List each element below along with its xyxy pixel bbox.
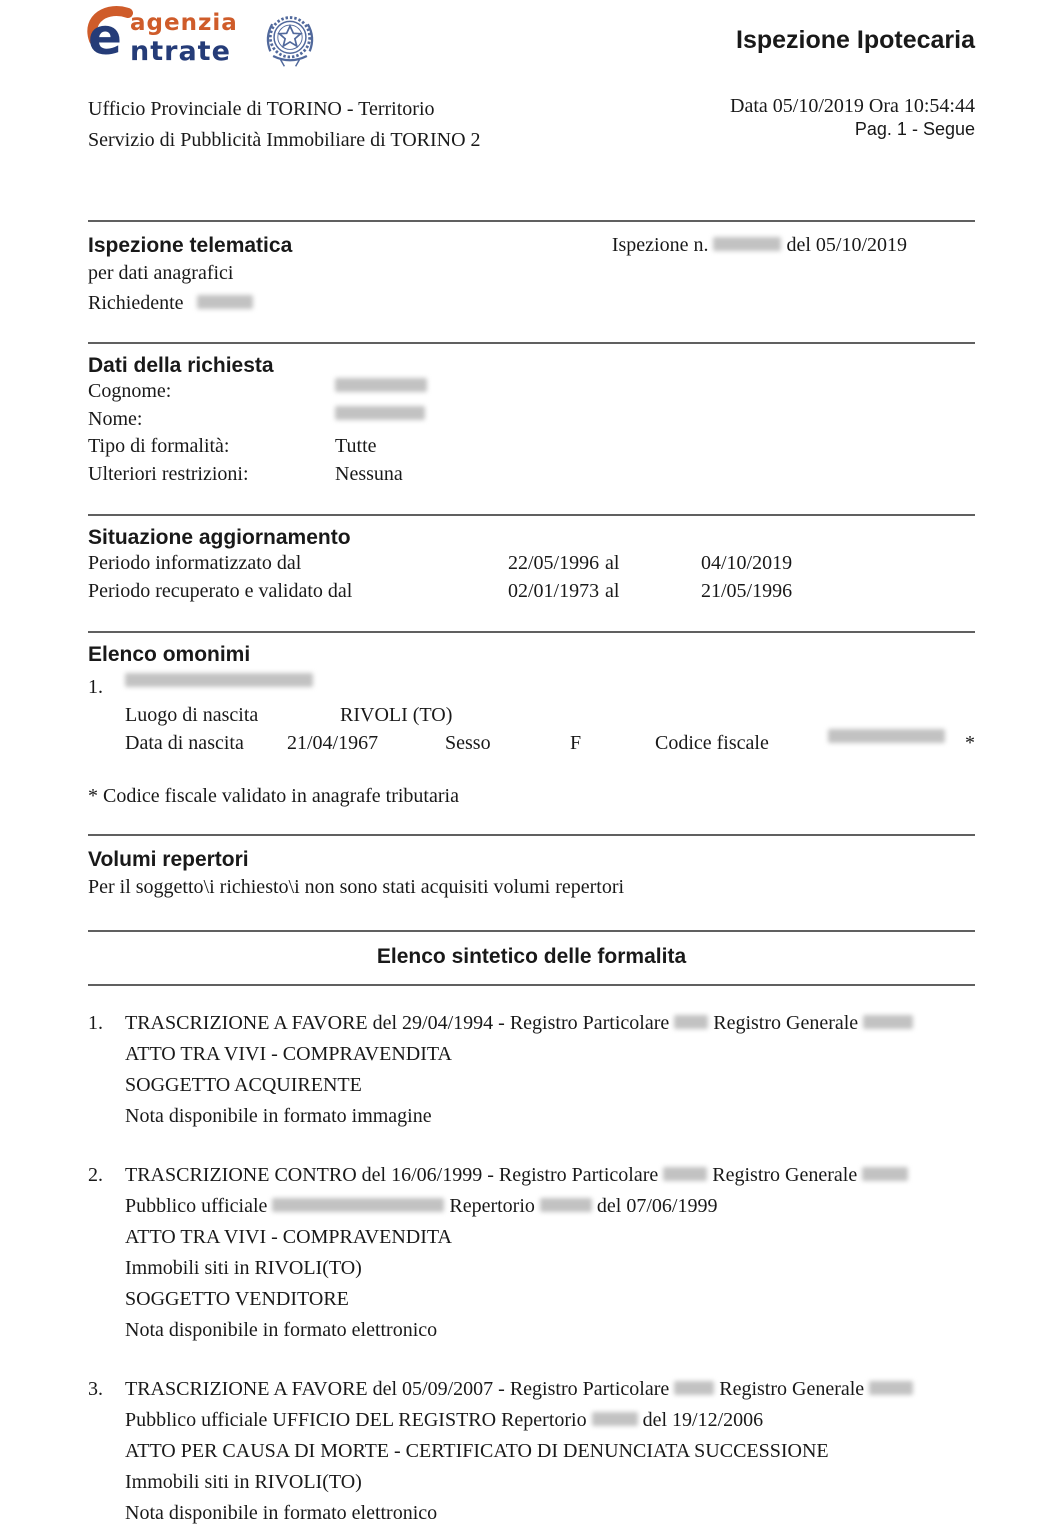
entry-number: 2. [88,1164,103,1186]
omonimo-index: 1. [88,676,103,698]
section-rule [88,514,975,516]
entry-text: TRASCRIZIONE CONTRO del 16/06/1999 - Registro Particolare [125,1164,664,1186]
formalita-entry [88,1374,975,1529]
entry-text: TRASCRIZIONE A FAVORE del 05/09/2007 - Registro Particolare [125,1378,675,1400]
entry-text: Registro Generale [714,1378,870,1400]
period-row [88,550,975,578]
section-rule [88,220,975,222]
field-label: Nome: [88,407,143,430]
entry-text: Immobili siti in RIVOLI(TO) [125,1471,362,1493]
redacted-richiedente [197,295,253,309]
redacted-value [869,1381,913,1395]
entry-line [125,1008,975,1039]
luogo-nascita-label: Luogo di nascita [125,704,259,726]
ispezione-subline: per dati anagrafici [88,262,234,284]
entry-line [125,1222,975,1253]
entry-line [125,1315,975,1346]
entry-text: Immobili siti in RIVOLI(TO) [125,1257,362,1279]
data-nascita-label: Data di nascita [125,732,244,754]
entry-text: Pubblico ufficiale UFFICIO DEL REGISTRO Repertorio [125,1409,592,1431]
section-heading: Situazione aggiornamento [88,526,351,549]
redacted-ispezione-number [713,237,781,251]
redacted-field-value [335,378,427,392]
field-value: Tutte [335,435,377,457]
entry-text: ATTO TRA VIVI - COMPRAVENDITA [125,1043,452,1065]
header-subrow [88,94,975,156]
period-label: Periodo informatizzato dal [88,552,302,574]
codice-fiscale-asterisk: * [965,732,975,754]
entry-line [125,1191,975,1222]
entry-lines [125,1160,975,1346]
request-data-row [88,406,975,434]
entry-text: Nota disponibile in formato elettronico [125,1319,438,1341]
luogo-nascita-value: RIVOLI (TO) [340,704,453,726]
formalita-entry [88,1008,975,1132]
field-label: Tipo di formalità: [88,435,230,457]
ispezione-n-label: Ispezione n. [611,234,709,256]
section-heading: Volumi repertori [88,848,249,871]
redacted-codice-fiscale [828,729,945,743]
entry-text: SOGGETTO VENDITORE [125,1288,349,1310]
entry-text: del 19/12/2006 [637,1409,764,1431]
request-data-row [88,378,975,406]
ispezione-n-date: del 05/10/2019 [786,234,907,256]
field-value: Nessuna [335,462,403,485]
logo-big-e: e [88,8,122,66]
office-block [88,94,481,156]
header-info-block [730,94,975,156]
situazione-rows [88,550,975,605]
entry-lines [125,1008,975,1132]
entry-text: Registro Generale [708,1012,864,1034]
entry-line [125,1070,975,1101]
omonimo-luogo-row [125,701,975,729]
agenzia-entrate-logo [88,10,328,72]
header [88,10,975,72]
redacted-value [674,1381,714,1395]
sesso-value: F [570,732,582,754]
request-data-row [88,433,975,461]
page-number-line: Pag. 1 - Segue [854,119,975,139]
entry-number: 1. [88,1012,103,1034]
richiedente-label: Richiedente [88,292,184,314]
entry-line [125,1284,975,1315]
omonimo-row [88,673,975,701]
period-al-label: al [605,552,620,574]
logo-word-entrate: ntrate [130,36,231,67]
section-rule [88,984,975,986]
period-to-date: 04/10/2019 [701,552,793,574]
redacted-value [862,1167,908,1181]
entry-line [125,1436,975,1467]
entry-text: TRASCRIZIONE A FAVORE del 29/04/1994 - Registro Particolare [125,1012,675,1034]
formalita-entry [88,1160,975,1346]
entry-text: SOGGETTO ACQUIRENTE [125,1074,362,1096]
section-heading: Dati della richiesta [88,354,274,377]
omonimo-data-row [125,729,975,757]
redacted-value [863,1015,913,1029]
redacted-omonimo-name [125,673,313,687]
redacted-value [592,1412,638,1426]
data-nascita-value: 21/04/1967 [287,732,379,754]
page-title: Ispezione Ipotecaria [736,26,975,54]
entry-text: Registro Generale [707,1164,863,1186]
entry-text: Repertorio [444,1195,540,1217]
redacted-value [674,1015,708,1029]
entry-text: Nota disponibile in formato immagine [125,1105,432,1127]
period-al-label: al [605,579,620,602]
request-data-row [88,461,975,489]
section-heading: Ispezione telematica [88,234,293,257]
codice-fiscale-label: Codice fiscale [655,732,769,754]
redacted-value [272,1198,444,1212]
entry-line [125,1498,975,1529]
section-ispezione-telematica [88,234,975,258]
formalita-heading: Elenco sintetico delle formalita [376,945,687,968]
entry-text: Pubblico ufficiale [125,1195,273,1217]
period-to-date: 21/05/1996 [701,579,793,602]
period-row [88,578,975,606]
entry-text: ATTO TRA VIVI - COMPRAVENDITA [125,1226,452,1248]
entry-lines [125,1374,975,1529]
period-from-date: 02/01/1973 [508,579,600,602]
entry-text: Nota disponibile in formato elettronico [125,1502,438,1524]
section-rule [88,834,975,836]
entry-text: ATTO PER CAUSA DI MORTE - CERTIFICATO DI DENUNCIATA SUCCESSIONE [125,1440,829,1462]
entry-line [125,1253,975,1284]
redacted-field-value [335,406,425,420]
entry-line [125,1160,975,1191]
ispezione-number-line [612,234,907,258]
redacted-value [663,1167,707,1181]
section-rule [88,342,975,344]
entry-number: 3. [88,1378,103,1400]
volumi-repertori-text: Per il soggetto\i richiesto\i non sono stati acquisiti volumi repertori [88,876,625,898]
sesso-label: Sesso [445,732,491,754]
entry-line [125,1467,975,1498]
formalita-entries [88,1008,975,1529]
entry-line [125,1405,975,1436]
office-line-1: Ufficio Provinciale di TORINO - Territorio [88,98,435,120]
richiedente-line [88,288,975,318]
period-from-date: 22/05/1996 [508,552,600,574]
italian-republic-emblem-icon [260,10,320,72]
dati-richiesta-rows [88,378,975,488]
section-heading: Elenco omonimi [88,643,251,666]
entry-text: del 07/06/1999 [591,1195,718,1217]
entry-line [125,1101,975,1132]
field-label: Ulteriori restrizioni: [88,462,249,485]
period-label: Periodo recuperato e validato dal [88,579,353,602]
redacted-value [540,1198,592,1212]
date-time-line: Data 05/10/2019 Ora 10:54:44 [730,95,975,117]
entry-line [125,1039,975,1070]
field-label: Cognome: [88,380,172,402]
codice-fiscale-note: * Codice fiscale validato in anagrafe tributaria [88,785,459,807]
office-line-2: Servizio di Pubblicità Immobiliare di TORINO 2 [88,129,481,151]
section-rule [88,631,975,633]
entry-line [125,1374,975,1405]
logo-word-agenzia: agenzia [130,10,238,36]
